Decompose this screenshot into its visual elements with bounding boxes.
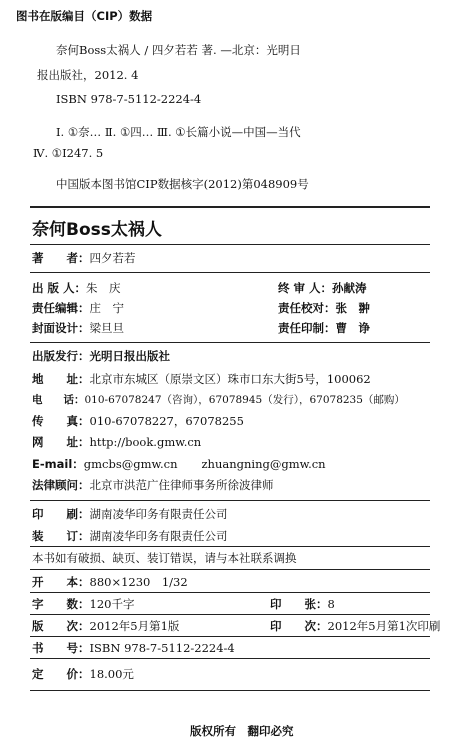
format-label: 开 本： <box>32 575 90 589</box>
fax-label: 传 真： <box>32 414 90 428</box>
isbn-row <box>32 640 235 656</box>
impression-value: 2012年5月第1次印刷 <box>327 619 441 633</box>
email-link[interactable]: gmcbs@gmw.cn <box>83 457 178 471</box>
cip-classification: Ⅰ. ①奈… Ⅱ. ①四… Ⅲ. ①长篇小说—中国—当代 <box>56 125 301 139</box>
binder-label: 装 订： <box>32 529 90 543</box>
impression-row <box>270 618 440 634</box>
divider <box>30 206 430 208</box>
author-value: 四夕若若 <box>89 251 136 265</box>
staff-value: 梁旦旦 <box>89 321 124 335</box>
staff-value: 朱 庆 <box>86 281 121 295</box>
isbn-value: ISBN 978-7-5112-2224-4 <box>89 641 235 655</box>
cip-line: 奈何Boss太祸人 / 四夕若若 著. —北京：光明日 <box>56 43 301 57</box>
cip-isbn: ISBN 978-7-5112-2224-4 <box>56 92 202 106</box>
word-count-value: 120千字 <box>89 597 135 611</box>
staff-value: 孙献涛 <box>332 281 367 295</box>
sheets-value: 8 <box>327 597 335 611</box>
fax-value: 010-67078227，67078255 <box>89 414 244 428</box>
edition-row <box>32 618 179 634</box>
cip-classification: Ⅳ. ①I247. 5 <box>33 146 104 160</box>
format-value: 880×1230 1/32 <box>89 575 188 589</box>
isbn-label: 书 号： <box>32 641 90 655</box>
publisher-row <box>32 348 170 364</box>
divider <box>30 272 430 273</box>
phone-row <box>32 392 405 407</box>
address-row <box>32 371 371 387</box>
divider <box>30 592 430 593</box>
price-label: 定 价： <box>32 667 90 681</box>
phone-value: 010-67078247（咨询），67078945（发行），67078235（邮购） <box>84 394 405 406</box>
divider <box>30 658 430 659</box>
format-row <box>32 574 188 590</box>
legal-label: 法律顾问： <box>32 478 90 492</box>
cip-line: 报出版社，2012. 4 <box>37 68 139 82</box>
email-link[interactable]: zhuangning@gmw.cn <box>201 457 326 471</box>
staff-value: 曹 诤 <box>335 321 370 335</box>
editor-row <box>32 300 124 316</box>
word-count-label: 字 数： <box>32 597 90 611</box>
book-title: 奈何Boss太祸人 <box>32 220 162 240</box>
final-reviewer-row <box>278 280 367 296</box>
staff-label: 封面设计： <box>32 321 90 335</box>
staff-value: 张 翀 <box>335 301 370 315</box>
divider <box>30 500 430 501</box>
price-row <box>32 666 134 682</box>
staff-label: 责任编辑： <box>32 301 90 315</box>
notice-text: 本书如有破损、缺页、装订错误，请与本社联系调换 <box>32 551 297 565</box>
author-row <box>32 250 136 266</box>
staff-label: 终 审 人： <box>278 281 333 295</box>
website-row <box>32 434 201 450</box>
divider <box>30 546 430 547</box>
staff-label: 责任印制： <box>278 321 336 335</box>
word-count-row <box>32 596 134 612</box>
divider <box>30 614 430 615</box>
website-label: 网 址： <box>32 435 90 449</box>
staff-label: 责任校对： <box>278 301 336 315</box>
binder-row <box>32 528 228 544</box>
print-manager-row <box>278 320 370 336</box>
publisher-person-row <box>32 280 121 296</box>
printer-label: 印 刷： <box>32 507 90 521</box>
cip-heading: 图书在版编目（CIP）数据 <box>16 9 153 23</box>
publisher-label: 出版发行： <box>32 349 90 363</box>
email-label: E-mail： <box>32 457 84 471</box>
edition-label: 版 次： <box>32 619 90 633</box>
author-label: 著 者： <box>32 251 90 265</box>
impression-label: 印 次： <box>270 619 328 633</box>
binder-value: 湖南凌华印务有限责任公司 <box>89 529 228 543</box>
printer-value: 湖南凌华印务有限责任公司 <box>89 507 228 521</box>
sheets-row <box>270 596 335 612</box>
price-value: 18.00元 <box>89 667 134 681</box>
divider <box>30 244 430 245</box>
sheets-label: 印 张： <box>270 597 328 611</box>
publisher-value: 光明日报出版社 <box>89 349 170 363</box>
divider <box>30 569 430 570</box>
divider <box>30 342 430 343</box>
divider <box>30 636 430 637</box>
address-value: 北京市东城区（原崇文区）珠市口东大街5号，100062 <box>89 372 371 386</box>
cover-designer-row <box>32 320 124 336</box>
phone-label: 电 话： <box>32 394 85 406</box>
printer-row <box>32 506 228 522</box>
email-row <box>32 456 326 472</box>
staff-label: 出 版 人： <box>32 281 87 295</box>
address-label: 地 址： <box>32 372 90 386</box>
edition-value: 2012年5月第1版 <box>89 619 180 633</box>
cip-number: 中国版本图书馆CIP数据核字(2012)第048909号 <box>56 177 309 191</box>
fax-row <box>32 413 244 429</box>
legal-row <box>32 477 274 493</box>
website-link[interactable]: http://book.gmw.cn <box>89 435 202 449</box>
legal-value: 北京市洪范广住律师事务所徐波律师 <box>89 478 274 492</box>
proofreader-row <box>278 300 370 316</box>
staff-value: 庄 宁 <box>89 301 124 315</box>
copyright-notice: 版权所有 翻印必究 <box>190 724 294 738</box>
divider <box>30 690 430 691</box>
